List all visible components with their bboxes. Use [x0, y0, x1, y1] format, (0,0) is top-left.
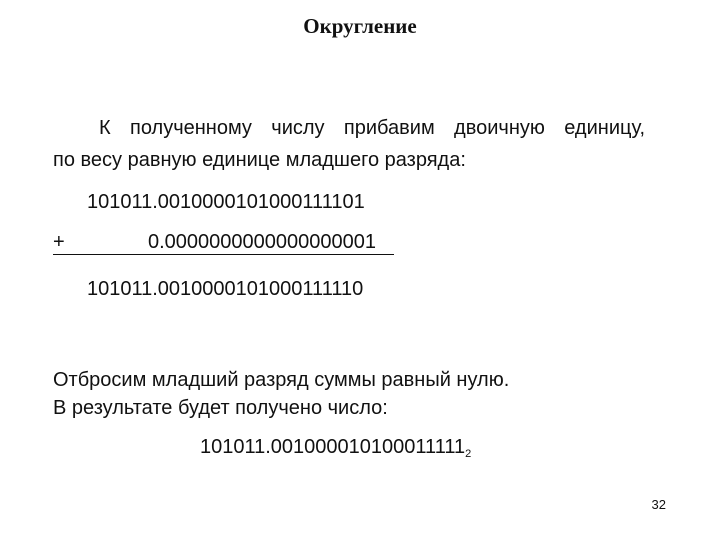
- addend-2: 0.0000000000000000001: [148, 231, 377, 253]
- page-number: 32: [651, 497, 666, 512]
- slide-title: Округление: [303, 14, 417, 38]
- addition-row: [53, 230, 394, 255]
- intro-line-2: по весу равную единице младшего разряда:: [53, 149, 466, 171]
- conclusion-line-2: В результате будет получено число:: [53, 397, 388, 419]
- addend-1: 101011.0010000101000111101: [87, 191, 365, 213]
- plus-sign: +: [53, 231, 65, 253]
- conclusion-text: [53, 366, 509, 422]
- intro-line-1: К полученному числу прибавим двоичную единицу,: [99, 117, 645, 139]
- conclusion-line-1: Отбросим младший разряд суммы равный нулю.: [53, 369, 510, 391]
- sum-value: 101011.0010000101000111110: [87, 278, 364, 300]
- intro-paragraph: [53, 112, 645, 176]
- result-number: [200, 434, 471, 467]
- result-base-subscript: 2: [465, 448, 472, 460]
- result-value: 101011.001000010100011111: [200, 436, 466, 458]
